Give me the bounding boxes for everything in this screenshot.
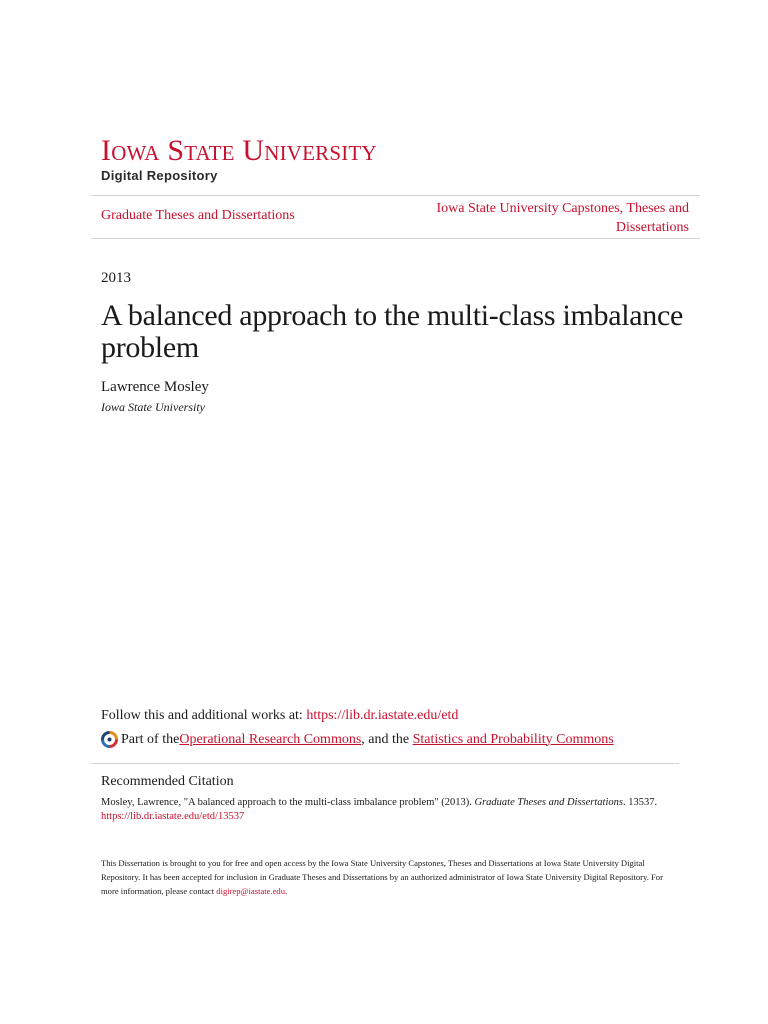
statistics-probability-commons-link[interactable]: Statistics and Probability Commons bbox=[412, 731, 614, 747]
part-of-middle: , and the bbox=[361, 731, 413, 747]
capstones-theses-link[interactable]: Iowa State University Capstones, Theses and Dissertations bbox=[436, 201, 689, 235]
contact-email-link[interactable]: digirep@iastate.edu bbox=[216, 886, 286, 896]
notice-end: . bbox=[285, 886, 288, 896]
citation-series: Graduate Theses and Dissertations bbox=[474, 797, 623, 808]
logo-title: Iowa State University bbox=[101, 134, 377, 167]
graduate-theses-link[interactable]: Graduate Theses and Dissertations bbox=[101, 208, 295, 223]
part-of-prefix: Part of the bbox=[121, 731, 180, 747]
notice-text: This Dissertation is brought to you for free and open access by the Iowa State University Capstones, Theses and Dissertations at Iowa State University Digital Repository. It has been accepted for inclusion in Graduate Theses and Dissertations by an authorized administrator of Iowa State University Digital Repository. For more information, please contact bbox=[101, 858, 663, 896]
follow-line bbox=[101, 708, 458, 724]
follow-prefix: Follow this and additional works at: bbox=[101, 708, 307, 723]
etd-link[interactable]: https://lib.dr.iastate.edu/etd bbox=[306, 708, 459, 723]
operational-research-commons-link[interactable]: Operational Research Commons bbox=[179, 731, 362, 747]
citation-text bbox=[101, 796, 681, 824]
logo-subtitle: Digital Repository bbox=[101, 168, 218, 183]
publication-year: 2013 bbox=[101, 270, 131, 286]
repository-notice bbox=[101, 856, 676, 898]
citation-number: . 13537. bbox=[622, 797, 658, 808]
document-title: A balanced approach to the multi-class imbalance problem bbox=[101, 299, 684, 364]
collection-nav-bar bbox=[91, 195, 700, 239]
part-of-line bbox=[101, 731, 614, 748]
section-divider bbox=[91, 763, 679, 764]
commons-network-icon bbox=[101, 731, 118, 748]
author-affiliation: Iowa State University bbox=[101, 400, 205, 414]
citation-body: Mosley, Lawrence, "A balanced approach to the multi-class imbalance problem" (2013). bbox=[101, 797, 475, 808]
author-name: Lawrence Mosley bbox=[101, 379, 209, 395]
citation-link[interactable]: https://lib.dr.iastate.edu/etd/13537 bbox=[101, 811, 245, 822]
university-logo bbox=[101, 136, 377, 183]
recommended-citation-heading: Recommended Citation bbox=[101, 774, 234, 789]
